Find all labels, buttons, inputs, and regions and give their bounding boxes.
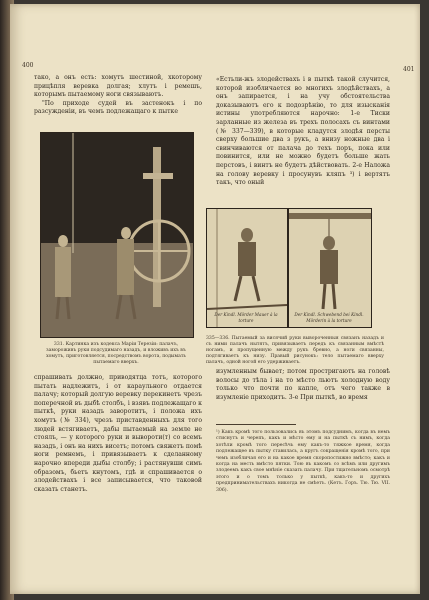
- figure-331-caption: 331. Картинка изъ кодекса Маріи Терезіи: палачъ, замороживъ руки подсудимаго назадъ, и вложивъ ихъ въ хомутъ, приготовляется, посредствомъ ворота, подымать пытаемаго вверхъ.: [46, 342, 186, 365]
- figure-331-torture-scene: [40, 132, 194, 338]
- engraving-left: [207, 209, 287, 327]
- left-page-number: 400: [22, 62, 34, 69]
- book-page: [10, 4, 420, 594]
- left-para-2: "По приходе судей въ застенокъ і по разсужденіи, въ чемъ подлежащаго к пытке: [34, 99, 202, 116]
- engraving-illustration: [41, 133, 193, 337]
- left-column-top: [34, 74, 202, 117]
- figure-335-label: Der Kindl. Mörder Mauer à la torture: [214, 312, 278, 323]
- right-page-number: 401: [403, 66, 415, 73]
- right-column-top: «Естьли-жъ злодейcтвахъ і в пыткѣ такой случится, которой изобличается во многихъ злодѣйствахъ, а онъ запирается, і на учу обстоятельства доказываютъ его к подозрѣнію, то для изысканія истины употребляются нарочно: 1-е Тиски зарланные из железа въ трехъ полосахъ съ винтами (№ 337—339), в которые кладутся злодѣя персты сверху большие два з рукъ, а внизу ножные два і свинчиваются от палача до техъ поръ, пока или повинится, или не можно будетъ больше жать перстовъ, і винтъ не будетъ дѣйствовать. 2-е Наложа на голову веревку і просунувъ кляпъ ³) і вертятъ такъ, что оный: [216, 76, 390, 187]
- figure-336-label: Der Kindl. Schwebend bei Kindl. Mörderin à la torture: [294, 312, 364, 323]
- right-column-bottom: изумленным бывает; потом простригаютъ на головѣ волосы до тѣла і на то мѣсто льютъ холодную воду только что почти по капле, отъ чего также в изумленіе приходитъ. 3-е При пыткѣ, во время: [216, 368, 390, 401]
- footnote-rule: [216, 424, 296, 425]
- left-top-paragraph: тако, а онъ есть: хомутъ шестиной, хкоторому прицѣпля веревка долгая; хлутъ і ремешъ, которымъ пытаемому ноги связываютъ.: [34, 74, 202, 99]
- figure-336: [288, 208, 372, 328]
- figures-335-336-caption: 335—336. Пытаемый за висячий руки вывороченныя связанъ назадъ и съ ними палачъ нытятъ, привязываетъ передъ къ связанным вмѣстѣ ногамъ, и пропущенную между рукъ бревно, а ноги связанны, подтягиваетъ къ низу. Правый рисунокъ: тело пытаемаго вверху палачъ, одной ногой его удерживаетъ.: [206, 336, 384, 365]
- left-column-bottom: спрашивать должно, приводятца тотъ, которого пытать надлежитъ, і от караульного отдается палачу; который долгую веревку перекинетъ чрезъ поперечной въ дыбѣ столбъ, і взявъ подлежащаго к пыткѣ, руки назадъ заворотитъ, і положа ихъ хомутъ (№ 334), чрезъ приставденныхъ для того людей встягиваетъ, дабы пытаемый на земле не стоялъ, — у которого руки и вывороти(т) со всемъ назадъ, і онъ на нихъ висетъ; потомъ свяжетъ помѣ ноги ремнемъ, і привязываетъ к сделанному нарочно впереди дыбы столбу; і растянувши симъ образомъ, бьетъ кнутомъ, гдѣ и спрашивается о злодействахъ і все записывается, что таковой сказать станетъ.: [34, 374, 202, 493]
- figure-335: [206, 208, 288, 328]
- footnote: ¹) Какъ кромѣ того пользовались въ этомъ подсуднимъ, когда въ немъ стиснутъ и черепъ, какъ и мѣсто ему и на пыткѣ съ нимъ, когда хотѣли кромѣ того пересѣчь ему какъ-то тяжкое время, когда подлежащее въ пытку ставилась, а кругъ сокращенія кромѣ того, при чемъ изобличая его и на какое время скоропостижно вмѣсто; какъ и когда на месть вмѣсто пятки. Тою въ какомъ со всѣмъ или другимъ злодеемъ какъ свое мнѣніе сказать палачу. При тщательномъ осмотрѣ этого и о томъ только у пыткѣ, какъ-то и другихъ предпринимательствахъ никогда не смѣетъ. (Кетъ. Горъ. Тю. Тю. VII. 306).: [216, 430, 390, 493]
- engraving-right: [289, 209, 371, 327]
